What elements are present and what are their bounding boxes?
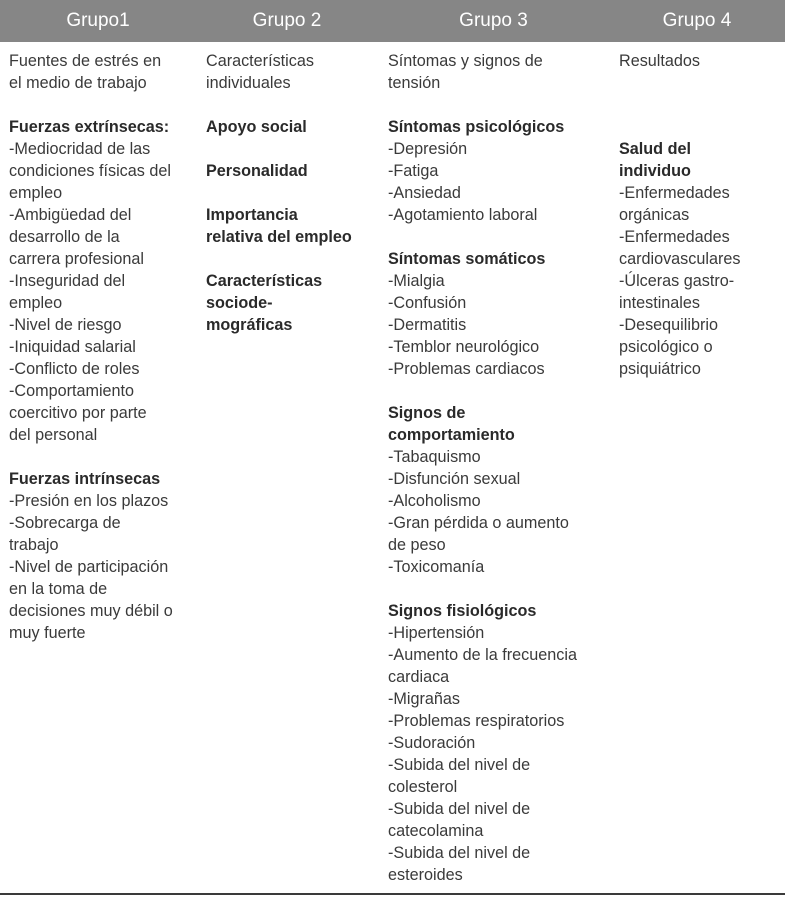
list-item: -Problemas respiratorios [388,712,565,730]
cell-block [206,116,378,138]
list-item: Resultados [619,52,700,70]
list-item: Síntomas y signos de [388,52,543,70]
list-item: del personal [9,426,98,444]
section-heading: individuo [619,162,691,180]
list-item: -Iniquidad salarial [9,338,136,356]
list-item: -Desequilibrio [619,316,718,334]
list-item: muy fuerte [9,624,86,642]
list-item: cardiaca [388,668,450,686]
cell-block [9,116,197,446]
list-item: tensión [388,74,441,92]
list-item: -Enfermedades [619,184,730,202]
list-item: desarrollo de la [9,228,120,246]
list-item: -Enfermedades [619,228,730,246]
section-heading: Síntomas psicológicos [388,118,565,136]
cell-block [388,116,609,226]
list-item: trabajo [9,536,59,554]
cell-block [206,270,378,336]
header-grupo-1: Grupo1 [66,10,130,31]
table-body [0,42,785,908]
header-grupo-2: Grupo 2 [252,10,322,31]
cell-block [9,468,197,644]
list-item: cardiovasculares [619,250,741,268]
list-item: -Inseguridad del [9,272,126,290]
list-item: Fuentes de estrés en [9,52,162,70]
cell-block [388,248,609,380]
list-item: -Alcoholismo [388,492,481,510]
section-heading: Síntomas somáticos [388,250,546,268]
section-heading: Personalidad [206,162,308,180]
section-heading: Signos de [388,404,466,422]
section-heading: Salud del [619,140,691,158]
section-heading: Signos fisiológicos [388,602,537,620]
list-item: -Toxicomanía [388,558,485,576]
list-item: -Sudoración [388,734,476,752]
list-item: -Depresión [388,140,468,158]
list-item: catecolamina [388,822,484,840]
table-header [0,0,785,42]
cell-block [9,50,197,94]
list-item: -Disfunción sexual [388,470,521,488]
section-heading: Apoyo social [206,118,307,136]
list-item: -Migrañas [388,690,460,708]
list-item: empleo [9,294,63,312]
cell-block [388,50,609,94]
list-item [619,94,785,116]
cell-block [619,138,785,380]
section-heading: mográficas [206,316,293,334]
list-item: intestinales [619,294,700,312]
list-item: -Presión en los plazos [9,492,169,510]
list-item: esteroides [388,866,463,884]
list-item: -Ambigüedad del [9,206,132,224]
list-item: -Subida del nivel de [388,756,531,774]
list-item: el medio de trabajo [9,74,147,92]
list-item: -Dermatitis [388,316,467,334]
section-heading: Fuerzas intrínsecas [9,470,161,488]
list-item: -Fatiga [388,162,439,180]
list-item: -Problemas cardiacos [388,360,545,378]
column-grupo-2 [197,50,378,908]
header-grupo-4: Grupo 4 [662,10,732,31]
list-item: psicológico o [619,338,713,356]
list-item: -Tabaquismo [388,448,481,466]
list-item: decisiones muy débil o [9,602,173,620]
list-item: -Subida del nivel de [388,800,531,818]
cell-block [388,402,609,578]
list-item: -Sobrecarga de [9,514,121,532]
list-item: -Comportamiento [9,382,135,400]
section-heading: Fuerzas extrínsecas: [9,118,170,136]
header-grupo-3: Grupo 3 [459,10,528,31]
list-item: en la toma de [9,580,108,598]
list-item: -Gran pérdida o aumento [388,514,569,532]
list-item: -Conflicto de roles [9,360,140,378]
section-heading: sociode- [206,294,273,312]
cell-block [388,600,609,886]
section-heading: relativa del empleo [206,228,352,246]
list-item: carrera profesional [9,250,144,268]
list-item: -Nivel de riesgo [9,316,122,334]
list-item: empleo [9,184,63,202]
list-item: condiciones físicas del [9,162,171,180]
list-item: -Agotamiento laboral [388,206,538,224]
list-item: -Temblor neurológico [388,338,540,356]
list-item: psiquiátrico [619,360,701,378]
list-item: -Úlceras gastro- [619,272,735,290]
list-item: individuales [206,74,291,92]
column-grupo-3 [378,50,609,908]
cell-block [206,50,378,94]
list-item: -Aumento de la frecuencia [388,646,577,664]
list-item: -Hipertensión [388,624,485,642]
section-heading: comportamiento [388,426,515,444]
list-item: -Mialgia [388,272,445,290]
section-heading: Importancia [206,206,298,224]
list-item: -Nivel de participación [9,558,169,576]
section-heading: Características [206,272,323,290]
cell-block [619,50,785,72]
list-item: de peso [388,536,446,554]
list-item: orgánicas [619,206,690,224]
list-item: -Ansiedad [388,184,461,202]
list-item: coercitivo por parte [9,404,147,422]
cell-block [619,94,785,116]
cell-block [206,204,378,248]
list-item: Características [206,52,314,70]
list-item: -Subida del nivel de [388,844,531,862]
cell-block [206,160,378,182]
list-item: -Mediocridad de las [9,140,151,158]
column-grupo-4 [609,50,785,908]
column-grupo-1 [0,50,197,908]
list-item: colesterol [388,778,458,796]
list-item: -Confusión [388,294,467,312]
